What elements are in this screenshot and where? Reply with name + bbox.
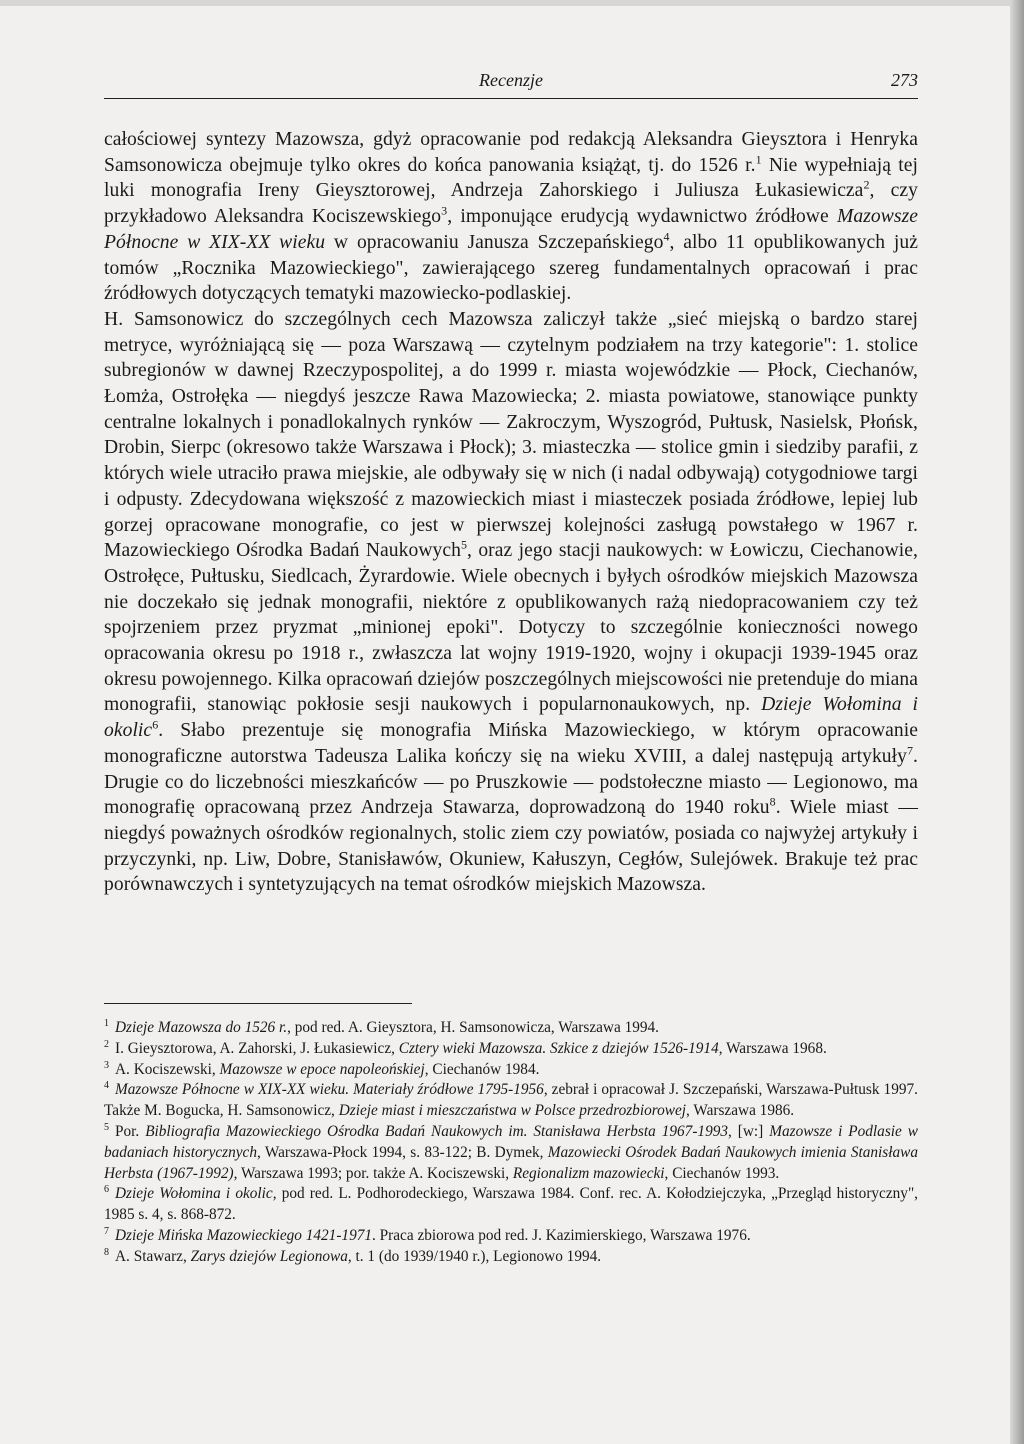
footnote-5 <box>104 1122 918 1184</box>
text-run: , oraz jego stacji naukowych: w Łowiczu, Ciechanowie, Ostrołęce, Pułtusku, Siedlcach, Żyrardowie. Wiele obecnych i byłych ośrodków miejskich Mazowsza nie doczekało się jednak monografii, niektóre z opublikowanych rażą niedopracowaniem czy też spojrzeniem przez pryzmat „minionej epoki". Dotyczy to szczególnie konieczności nowego opracowania okresu po 1918 r., zwłaszcza lat wojny 1919-1920, wojny i okupacji 1939-1945 oraz okresu powojennego. Kilka opracowań dziejów poszczególnych miejscowości nie pretenduje do miana monografii, stanowiąc pokłosie sesji naukowych i popularnonaukowych, np. <box>104 540 918 716</box>
italic-title: Dzieje Wołomina i okolic <box>104 694 918 742</box>
text-run: . Słabo prezentuje się monografia Mińska Mazowieckiego, w którym opracowanie monograficzne autorstwa Tadeusza Lalika kończy się na wieku XVIII, a dalej następują artykuły <box>104 720 918 767</box>
italic-title: Mazowsze Północne w XIX-XX wieku <box>104 206 918 253</box>
footnote-mark: 3 <box>104 1059 109 1071</box>
footnote-mark: 8 <box>104 1246 109 1258</box>
text-run: , imponujące erudycją wydawnictwo źródłowe <box>447 206 838 228</box>
footnote-ref-8[interactable]: 8 <box>769 794 776 809</box>
footnote-ref-7[interactable]: 7 <box>906 743 914 758</box>
page-number: 273 <box>891 70 918 90</box>
italic-title: Mazowsze i Podlasie w badaniach historycznych <box>104 1122 918 1161</box>
text-run: w opracowaniu Janusza Szczepańskiego <box>325 231 664 253</box>
footnote-mark: 4 <box>104 1080 109 1092</box>
italic-title: Mazowiecki Ośrodek Badań Naukowych imienia Stanisława Herbsta (1967-1992) <box>104 1143 918 1182</box>
text-run: H. Samsonowicz do szczególnych cech Mazowsza zaliczył także „sieć miejską o bardzo starej metryce, wyróżniającą się — poza Warszawą — czytelnym podziałem na trzy kategorie": 1. stolice subregionów w dawnej Rzeczypospolitej, a do 1999 r. miasta wojewódzkie — Płock, Ciechanów, Łomża, Ostrołęka — niegdyś jeszcze Rawa Mazowiecka; 2. miasta powiatowe, stanowiące punkty centralne lokalnych i ponadlokalnych rynków — Zakroczym, Wyszogród, Pułtusk, Nasielsk, Płońsk, Drobin, Sierpc (okresowo także Warszawa i Płock); 3. miasteczka — stolice gmin i siedziby parafii, z których wiele utraciło prawa miejskie, ale odbywały się w nich (i nadal odbywają) cotygodniowe targi i odpusty. Zdecydowana większość z mazowieckich miast i miasteczek posiada źródłowe, lepiej lub gorzej opracowane monografie, co jest w pierwszej kolejności zasługą powstałego w 1967 r. Mazowieckiego Ośrodka Badań Naukowych <box>104 308 918 562</box>
italic-title: Cztery wieki Mazowsza. Szkice z dziejów 1526-1914 <box>398 1039 719 1057</box>
footnote-1 <box>104 1018 918 1039</box>
text-run: Nie wypełniają tej luki monografia Ireny Gieysztorowej, Andrzeja Zahorskiego i Juliusza Łukasiewicza <box>104 154 918 202</box>
footnote-8 <box>104 1247 918 1268</box>
body-text <box>104 127 918 898</box>
page-edge-top <box>0 0 1024 6</box>
text-run: , czy przykładowo Aleksandra Kociszewskiego <box>104 180 918 228</box>
footnote-ref-2[interactable]: 2 <box>863 177 870 192</box>
text-run: I. Gieysztorowa, A. Zahorski, J. Łukasiewicz, <box>115 1039 399 1057</box>
text-run: całościowej syntezy Mazowsza, gdyż opracowanie pod redakcją Aleksandra Gieysztora i Henryka Samsonowicza obejmuje tylko okres do końca panowania książąt, tj. do 1526 r. <box>104 129 918 176</box>
footnote-7 <box>104 1226 918 1247</box>
footnote-ref-1[interactable]: 1 <box>755 152 762 167</box>
footnote-ref-5[interactable]: 5 <box>460 537 468 552</box>
footnote-6 <box>104 1184 918 1226</box>
italic-title: Zarys dziejów Legionowa <box>190 1247 348 1265</box>
text-run: , pod red. L. Podhorodeckiego, Warszawa 1984. Conf. rec. A. Kołodziejczyka, „Przegląd historyczny", 1985 s. 4, s. 868-872. <box>104 1185 919 1224</box>
text-run: , t. 1 (do 1939/1940 r.), Legionowo 1994. <box>347 1247 602 1265</box>
text-run: , Warszawa 1993; por. także A. Kociszewski, <box>233 1164 513 1182</box>
italic-title: Dzieje Mazowsza do 1526 r. <box>115 1019 288 1036</box>
footnote-mark: 5 <box>104 1121 109 1133</box>
footnote-4 <box>104 1080 918 1122</box>
footnote-mark: 6 <box>104 1184 109 1196</box>
footnote-ref-3[interactable]: 3 <box>441 203 448 218</box>
text-run: , Warszawa-Płock 1994, s. 83-122; B. Dymek, <box>257 1143 548 1161</box>
text-run: . Wiele miast — niegdyś poważnych ośrodków regionalnych, stolic ziem czy powiatów, posiada co najwyżej artykuły i przyczynki, np. Liw, Dobre, Stanisławów, Okuniew, Kałuszyn, Cegłów, Sulejówek. Brakuje też prac porównawczych i syntetyzujących na temat ośrodków miejskich Mazowsza. <box>104 797 919 896</box>
italic-title: Dzieje Wołomina i okolic <box>115 1185 273 1203</box>
text-run: A. Stawarz, <box>115 1247 191 1265</box>
footnote-mark: 2 <box>104 1038 109 1050</box>
text-run: , Ciechanów 1984. <box>424 1060 540 1078</box>
text-run: Por. <box>115 1122 146 1140</box>
running-title: Recenzje <box>479 70 543 90</box>
footnote-ref-4[interactable]: 4 <box>663 229 670 244</box>
italic-title: Bibliografia Mazowieckiego Ośrodka Badań Naukowych im. Stanisława Herbsta 1967-1993 <box>145 1122 729 1140</box>
footnote-divider <box>104 1003 412 1004</box>
footnote-3 <box>104 1060 918 1081</box>
italic-title: Mazowsze w epoce napoleońskiej <box>219 1060 425 1078</box>
text-run: . Drugie co do liczebności mieszkańców — po Pruszkowie — podstołeczne miasto — Legionowo, ma monografię opracowaną przez Andrzeja Stawarza, doprowadzoną do 1940 roku <box>104 745 918 819</box>
italic-title: Mazowsze Północne w XIX-XX wieku. Materiały źródłowe 1795-1956 <box>115 1081 544 1099</box>
footnote-2 <box>104 1039 918 1060</box>
text-run: A. Kociszewski, <box>115 1060 220 1078</box>
italic-title: Regionalizm mazowiecki <box>512 1164 665 1182</box>
running-header <box>104 70 918 99</box>
text-run: , Warszawa 1968. <box>718 1039 827 1057</box>
footnote-mark: 7 <box>104 1225 109 1237</box>
footnotes <box>104 1018 918 1268</box>
text-run: , [w:] <box>728 1122 770 1140</box>
footnote-ref-6[interactable]: 6 <box>152 717 159 732</box>
paragraph-1 <box>104 127 918 307</box>
text-run: , pod red. A. Gieysztora, H. Samsonowicza, Warszawa 1994. <box>287 1019 659 1036</box>
text-run: , albo 11 opublikowanych już tomów „Rocznika Mazowieckiego", zawierającego szereg fundamentalnych opracowań i prac źródłowych dotyczących tematyki mazowiecko-podlaskiej. <box>104 231 918 305</box>
paragraph-2 <box>104 307 918 898</box>
text-run: , zebrał i opracował J. Szczepański, Warszawa-Pułtusk 1997. Także M. Bogucka, H. Samsonowicz, <box>104 1081 918 1120</box>
italic-title: Dzieje miast i mieszczaństwa w Polsce przedrozbiorowej <box>338 1102 687 1120</box>
page-edge-right <box>1010 0 1024 1444</box>
text-run: . Praca zbiorowa pod red. J. Kazimierskiego, Warszawa 1976. <box>372 1226 751 1244</box>
text-run: , Warszawa 1986. <box>686 1102 795 1120</box>
text-run: , Ciechanów 1993. <box>664 1164 780 1182</box>
footnote-mark: 1 <box>104 1017 109 1029</box>
italic-title: Dzieje Mińska Mazowieckiego 1421-1971 <box>115 1226 373 1244</box>
